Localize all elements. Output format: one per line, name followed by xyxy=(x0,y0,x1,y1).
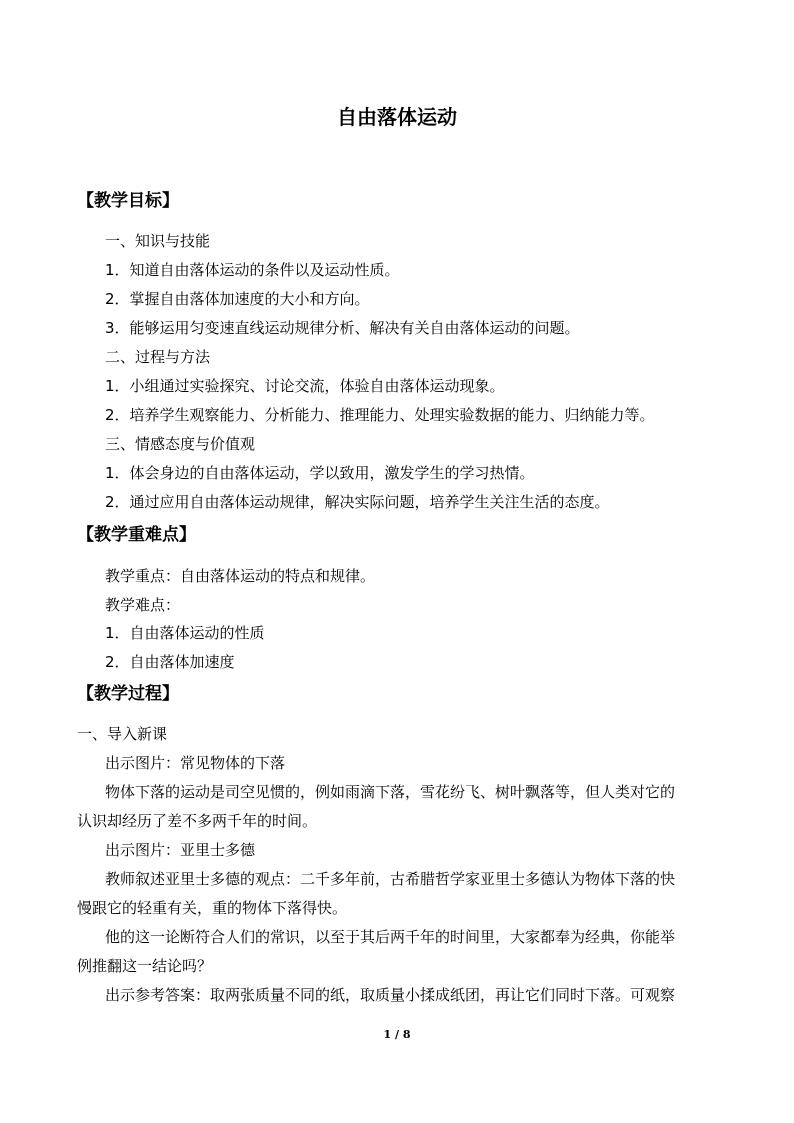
process-paragraph-3-line-2: 例推翻这一结论吗？ xyxy=(77,957,213,975)
section-heading-objectives: 【教学目标】 xyxy=(77,191,179,211)
process-paragraph-4-line-1: 出示参考答案：取两张质量不同的纸，取质量小揉成纸团，再让它们同时下落。可观察 xyxy=(105,986,676,1004)
key-point-focus: 教学重点：自由落体运动的特点和规律。 xyxy=(105,567,376,585)
objectives-heading-attitude: 三、情感态度与价值观 xyxy=(105,435,256,453)
process-show-image-1: 出示图片：常见物体的下落 xyxy=(105,754,286,772)
process-paragraph-2-line-2: 慢跟它的轻重有关，重的物体下落得快。 xyxy=(77,899,348,917)
page-number: 1 / 8 xyxy=(383,1028,411,1041)
section-heading-process: 【教学过程】 xyxy=(77,684,179,704)
process-paragraph-2-line-1: 教师叙述亚里士多德的观点：二千多年前，古希腊哲学家亚里士多德认为物体下落的快 xyxy=(105,870,676,888)
objective-knowledge-1: 1．知道自由落体运动的条件以及运动性质。 xyxy=(105,261,400,279)
key-point-difficulty-1: 1．自由落体运动的性质 xyxy=(105,624,265,642)
objectives-heading-knowledge: 一、知识与技能 xyxy=(105,232,211,250)
key-point-difficulty-2: 2．自由落体加速度 xyxy=(105,653,235,671)
key-point-difficulty-label: 教学难点： xyxy=(105,596,181,614)
objective-process-1: 1．小组通过实验探究、讨论交流，体验自由落体运动现象。 xyxy=(105,377,505,395)
process-show-image-2: 出示图片：亚里士多德 xyxy=(105,841,256,859)
document-title: 自由落体运动 xyxy=(337,105,457,129)
process-paragraph-1-line-1: 物体下落的运动是司空见惯的，例如雨滴下落，雪花纷飞、树叶飘落等，但人类对它的 xyxy=(105,783,676,801)
objective-process-2: 2．培养学生观察能力、分析能力、推理能力、处理实验数据的能力、归纳能力等。 xyxy=(105,406,655,424)
objective-knowledge-2: 2．掌握自由落体加速度的大小和方向。 xyxy=(105,290,370,308)
objectives-heading-process: 二、过程与方法 xyxy=(105,348,211,366)
objective-attitude-1: 1．体会身边的自由落体运动，学以致用，激发学生的学习热情。 xyxy=(105,464,535,482)
process-paragraph-1-line-2: 认识却经历了差不多两千年的时间。 xyxy=(77,812,318,830)
process-intro-heading: 一、导入新课 xyxy=(77,725,168,743)
objective-knowledge-3: 3．能够运用匀变速直线运动规律分析、解决有关自由落体运动的问题。 xyxy=(105,319,580,337)
objective-attitude-2: 2．通过应用自由落体运动规律，解决实际问题，培养学生关注生活的态度。 xyxy=(105,493,610,511)
process-paragraph-3-line-1: 他的这一论断符合人们的常识，以至于其后两千年的时间里，大家都奉为经典，你能举 xyxy=(105,928,676,946)
section-heading-key-points: 【教学重难点】 xyxy=(77,525,196,545)
